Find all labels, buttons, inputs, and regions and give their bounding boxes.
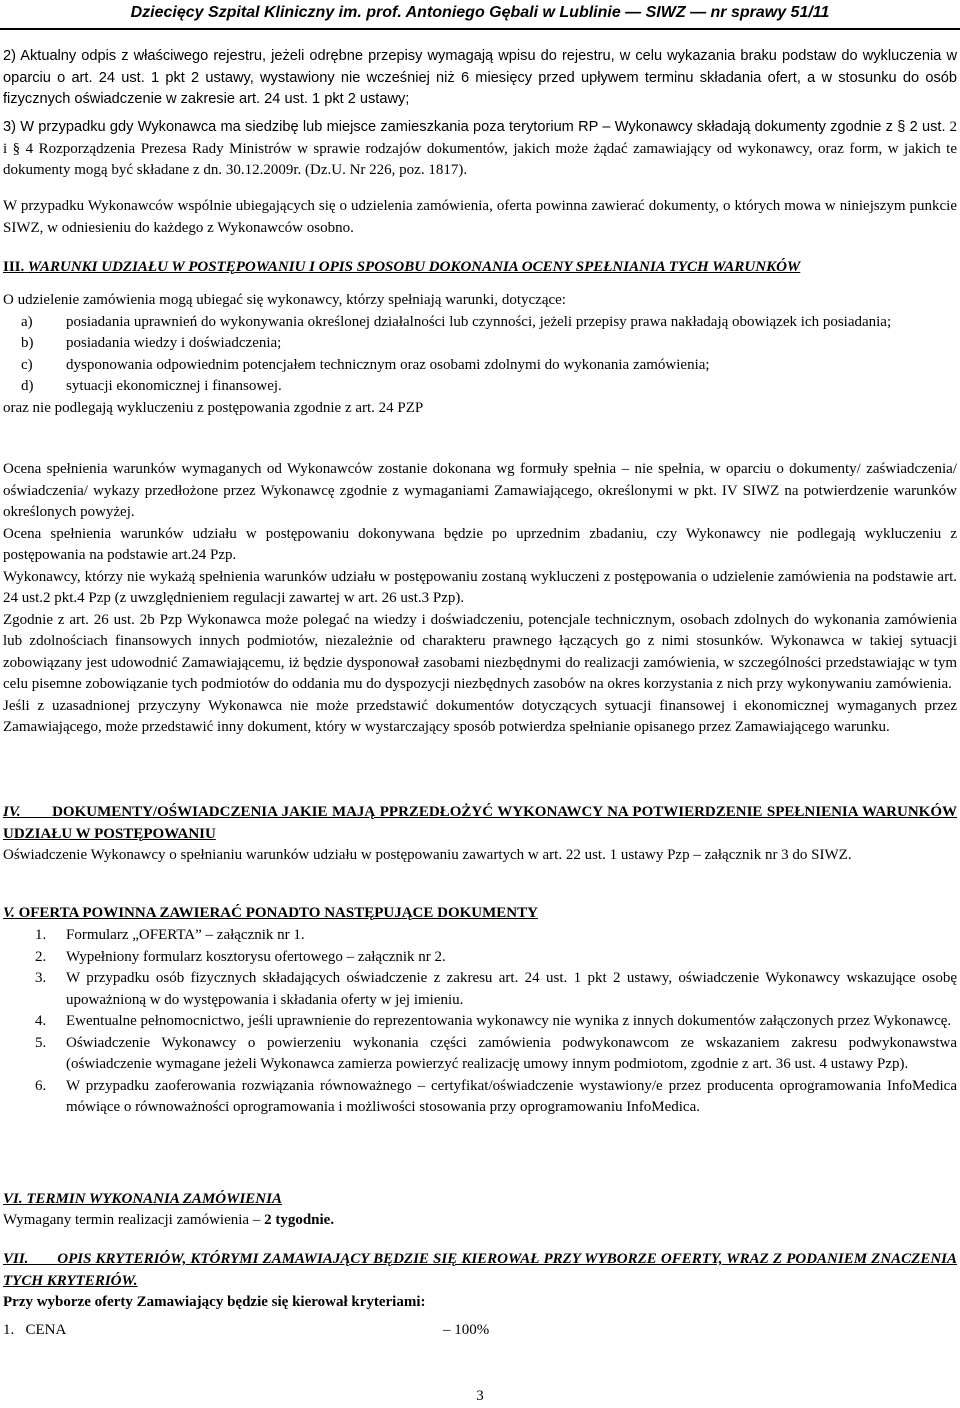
list-item-text: posiadania uprawnień do wykonywania określonej działalności lub czynności, jeżeli przepisy prawa nakładają obowiązek ich posiadania; — [66, 313, 892, 330]
list-marker: d) — [21, 378, 34, 394]
alternative-document-paragraph: Jeśli z uzasadnionej przyczyny Wykonawca nie może przedstawić dokumentów dotyczących sytuacji finansowej i ekonomicznej wymaganych przez Zamawiającego, może przedstawić inny dokument, który w wystarczający sposób potwierdza spełnianie opisanego przez Zamawiającego warunku. — [3, 697, 957, 735]
list-marker: c) — [21, 356, 33, 373]
section-3-body — [3, 290, 957, 419]
list-marker: a) — [21, 313, 33, 330]
list-item — [3, 925, 957, 947]
list-marker: 4. — [35, 1013, 47, 1029]
list-item — [3, 1076, 957, 1119]
section-7-lead: Przy wyborze oferty Zamawiający będzie się kierował kryteriami: — [3, 1294, 426, 1310]
evaluation-paragraph: Ocena spełnienia warunków wymaganych od Wykonawców zostanie dokonana wg formuły spełnia – nie spełnia, w oparciu o dokumenty/ zaświadczenia/ oświadczenia/ wykazy przedłożone przez Wykonawcę zgodnie z wymaganiami Zamawiającego, określonymi w pkt. IV SIWZ na potwierdzenie warunków określonych powyżej. — [3, 461, 957, 520]
list-item-text: Wypełniony formularz kosztorysu ofertowego – załącznik nr 2. — [66, 948, 446, 965]
third-party-resources-paragraph: Zgodnie z art. 26 ust. 2b Pzp Wykonawca może polegać na wiedzy i doświadczeniu, potencjale technicznym, osobach zdolnych do wykonania zamówienia lub zdolnościach finansowych innych podmiotów, niezależnie od charakteru prawnego łączących go z nimi stosunków. Wykonawca w takiej sytuacji zobowiązany jest udowodnić Zamawiającemu, iż będzie dysponował zasobami niezbędnymi do realizacji zamówienia, w szczególności przedstawiając w tym celu pisemne zobowiązanie tych podmiotów do oddania mu do dyspozycji niezbędnych zasobów na okres korzystania z nich przy wykonywaniu zamówienia. — [3, 611, 957, 692]
section-5-body — [3, 925, 957, 1119]
section-6-heading — [3, 1189, 957, 1211]
exclusion-check-paragraph: Ocena spełnienia warunków udziału w postępowaniu dokonywana będzie po uprzednim zbadaniu, czy Wykonawcy nie podlegają wykluczeniu z postępowania na podstawie art.24 Pzp. — [3, 525, 957, 563]
section-4-number: IV. — [3, 804, 21, 820]
intro-item-2: 2) Aktualny odpis z właściwego rejestru, jeżeli odrębne przepisy wymagają wpisu do rejestru, w celu wykazania braku podstaw do wykluczenia w oparciu o art. 24 ust. 1 pkt 2 ustawy, wystawiony nie wcześniej niż 6 miesięcy przed upływem terminu składania ofert, a w stosunku do osób fizycznych oświadczenie w zakresie art. 24 ust. 1 pkt 2 ustawy; — [3, 48, 957, 107]
exclusion-paragraph: Wykonawcy, którzy nie wykażą spełnienia warunków udziału w postępowaniu zostaną wykluczeni z postępowania o udzielenie zamówienia na podstawie art. 24 ust.2 pkt.4 Pzp (z uwzględnieniem regulacji zawartej w art. 26 ust.3 Pzp). — [3, 568, 957, 606]
list-item-text: Oświadczenie Wykonawcy o powierzeniu wykonania części zamówienia podwykonawcom ze wskazaniem zakresu podwykonawstwa (oświadczenie wymagane jeżeli Wykonawca zamierza powierzyć realizację umowy innym podmiotom, zgodnie z art. 36 ust. 4 ustawy Pzp). — [66, 1034, 957, 1072]
section-3-heading — [3, 257, 957, 279]
section-3-tail: oraz nie podlegają wykluczeniu z postępowania zgodnie z art. 24 PZP — [3, 399, 424, 416]
list-item — [3, 312, 957, 334]
section-7-title: OPIS KRYTERIÓW, KTÓRYMI ZAMAWIAJĄCY BĘDZIE SIĘ KIEROWAŁ PRZY WYBORZE OFERTY, WRAZ Z PODANIEM ZNACZENIA TYCH KRYTERIÓW. — [3, 1251, 958, 1289]
list-marker: 2. — [35, 948, 47, 965]
list-marker: b) — [21, 335, 34, 351]
intro-item-3 — [3, 117, 957, 182]
criterion-row — [3, 1320, 957, 1342]
deadline-label: Wymagany termin realizacji zamówienia – — [3, 1212, 261, 1228]
list-marker: 6. — [35, 1077, 47, 1094]
list-item-text: W przypadku osób fizycznych składających oświadczenie z zakresu art. 24 ust. 1 pkt 2 ustawy, oświadczenie Wykonawcy wskazujące osobę upoważnioną w do występowania i składania oferty w jej imieniu. — [66, 970, 957, 1008]
section-3-number: III. — [3, 259, 25, 275]
list-item — [3, 333, 957, 355]
conditions-list — [3, 312, 957, 398]
section-6-title: TERMIN WYKONANIA ZAMÓWIENIA — [26, 1191, 282, 1207]
list-item — [3, 1033, 957, 1076]
section-7-number: VII. — [3, 1251, 29, 1267]
list-item — [3, 947, 957, 969]
section-5-number: V. — [3, 905, 15, 921]
section-7-heading — [3, 1249, 957, 1292]
section-5-title: OFERTA POWINNA ZAWIERAĆ PONADTO NASTĘPUJĄCE DOKUMENTY — [18, 905, 538, 921]
list-marker: 3. — [35, 970, 47, 986]
section-3-paragraphs — [3, 459, 957, 739]
section-3-title: WARUNKI UDZIAŁU W POSTĘPOWANIU I OPIS SPOSOBU DOKONANIA OCENY SPEŁNIANIA TYCH WARUNKÓW — [27, 259, 801, 275]
list-marker: 5. — [35, 1034, 47, 1051]
page-header: Dziecięcy Szpital Kliniczny im. prof. Antoniego Gębali w Lublinie — SIWZ — nr sprawy 51/11 — [130, 4, 830, 21]
section-6-number: VI. — [3, 1191, 23, 1207]
documents-list — [3, 925, 957, 1119]
section-4-heading — [3, 802, 957, 845]
page-number: 3 — [476, 1388, 484, 1404]
list-marker: 1. — [35, 927, 47, 943]
section-6-text — [3, 1210, 957, 1232]
criterion-weight: – 100% — [443, 1322, 490, 1338]
joint-bidders-paragraph: W przypadku Wykonawców wspólnie ubiegających się o udzielenia zamówienia, oferta powinna zawierać dokumenty, o których mowa w niniejszym punkcie SIWZ, w odniesieniu do każdego z Wykonawców osobno. — [3, 198, 957, 236]
section-3-lead: O udzielenie zamówienia mogą ubiegać się wykonawcy, którzy spełniają warunki, dotyczące: — [3, 292, 566, 308]
list-item-text: sytuacji ekonomicznej i finansowej. — [66, 378, 282, 394]
deadline-value: 2 tygodnie. — [264, 1212, 335, 1228]
list-item — [3, 968, 957, 1011]
list-item-text: posiadania wiedzy i doświadczenia; — [66, 335, 282, 351]
criterion-label: 1. CENA — [3, 1322, 67, 1338]
list-item-text: Ewentualne pełnomocnictwo, jeśli uprawnienie do reprezentowania wykonawcy nie wynika z innych dokumentów załączonych przez Wykonawcę. — [66, 1013, 952, 1029]
list-item — [3, 376, 957, 398]
list-item-text: W przypadku zaoferowania rozwiązania równoważnego – certyfikat/oświadczenie wystawiony/e przez producenta oprogramowania InfoMedica mówiące o równoważności oprogramowania i możliwości stosowania przy oprogramowaniu InfoMedica. — [66, 1077, 957, 1115]
list-item — [3, 1011, 957, 1033]
list-item — [3, 355, 957, 377]
list-item-text: Formularz „OFERTA” – załącznik nr 1. — [66, 927, 305, 943]
section-4-text: Oświadczenie Wykonawcy o spełnianiu warunków udziału w postępowaniu zawartych w art. 22 ust. 1 ustawy Pzp – załącznik nr 3 do SIWZ. — [3, 847, 852, 863]
list-item-text: dysponowania odpowiednim potencjałem technicznym oraz osobami zdolnymi do wykonania zamówienia; — [66, 356, 710, 373]
section-4-title: DOKUMENTY/OŚWIADCZENIA JAKIE MAJĄ PPRZEDŁOŻYĆ WYKONAWCY NA POTWIERDZENIE SPEŁNIENIA WARUNKÓW UDZIAŁU W POSTĘPOWANIU — [3, 804, 957, 842]
intro-item-3-part-b: 2 i § 4 Rozporządzenia Prezesa Rady Ministrów w sprawie rodzajów dokumentów, jakich może żądać zamawiający od wykonawcy, oraz form, w jakich te dokumenty mogą być składane z dn. 30.12.2009r. (Dz.U. Nr 226, poz. 1817). — [3, 119, 957, 178]
header-divider — [0, 28, 960, 30]
section-5-heading — [3, 903, 957, 925]
intro-item-3-part-a: 3) W przypadku gdy Wykonawca ma siedzibę lub miejsce zamieszkania poza terytorium RP – Wykonawcy składają dokumenty zgodnie z § 2 ust. — [3, 119, 946, 135]
